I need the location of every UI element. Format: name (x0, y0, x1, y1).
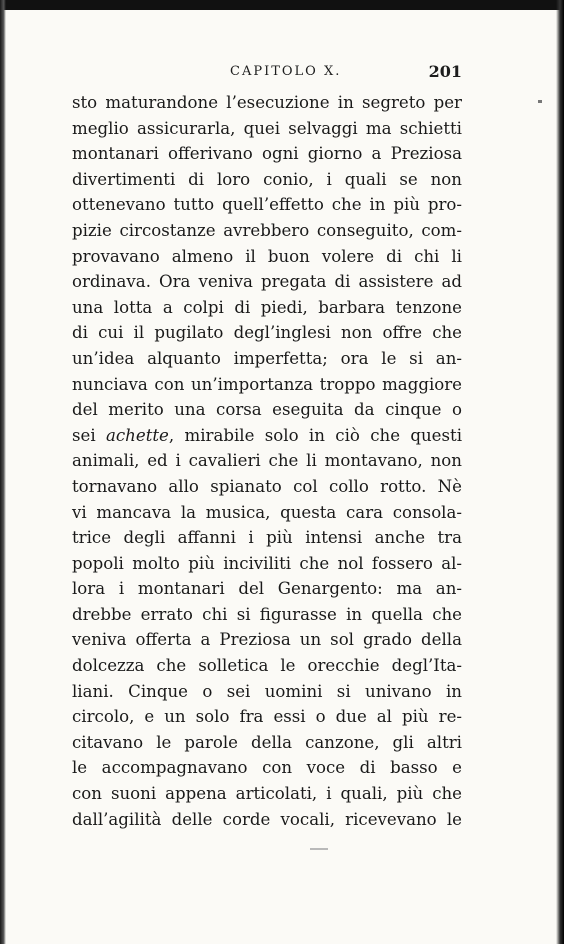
text-line: un’idea alquanto imperfetta; ora le si an- (72, 348, 462, 368)
text-line: circolo, e un solo fra essi o due al più re- (72, 707, 462, 727)
text-line: le accompagnavano con voce di basso e (72, 758, 462, 778)
text-line: veniva offerta a Preziosa un sol grado della (72, 630, 462, 650)
text-line: drebbe errato chi si figurasse in quella che (72, 604, 462, 624)
text-line: con suoni appena articolati, i quali, più che (72, 784, 462, 804)
text-line: ordinava. Ora veniva pregata di assistere ad (72, 272, 462, 292)
text-line: dall’agilità delle corde vocali, ricevevano le (72, 809, 462, 829)
text-line-with-italic (72, 423, 462, 449)
text-line: citavano le parole della canzone, gli altri (72, 732, 462, 752)
text-line: liani. Cinque o sei uomini si univano in (72, 681, 462, 701)
text-line: pizie circostanze avrebbero conseguito, com- (72, 220, 462, 240)
print-mark (310, 848, 328, 850)
text-line: trice degli affanni i più intensi anche tra (72, 528, 462, 548)
scan-left-border (0, 0, 6, 944)
text-line: lora i montanari del Genargento: ma an- (72, 579, 462, 599)
body-text (72, 90, 462, 832)
text-line: vi mancava la musica, questa cara consola- (72, 502, 462, 522)
margin-speck (538, 100, 542, 103)
running-title: CAPITOLO X. (230, 64, 342, 79)
italic-word: achette (106, 425, 169, 445)
scan-top-border (0, 0, 564, 10)
text-line: montanari offerivano ogni giorno a Preziosa (72, 144, 462, 164)
text-line: tornavano allo spianato col collo rotto. Nè (72, 476, 462, 496)
text-line: provavano almeno il buon volere di chi li (72, 246, 462, 266)
text-line: divertimenti di loro conio, i quali se non (72, 169, 462, 189)
text-line: del merito una corsa eseguita da cinque o (72, 400, 462, 420)
text-line: nunciava con un’importanza troppo maggiore (72, 374, 462, 394)
text-segment: , mirabile solo in ciò che questi (168, 425, 462, 445)
text-line: popoli molto più inciviliti che nol fossero al- (72, 553, 462, 573)
scan-right-border (556, 0, 564, 944)
page-number: 201 (428, 62, 462, 81)
text-segment: sei (72, 425, 106, 445)
text-line: ottenevano tutto quell’effetto che in più pro- (72, 195, 462, 215)
text-line: meglio assicurarla, quei selvaggi ma schietti (72, 118, 462, 138)
text-line: una lotta a colpi di piedi, barbara tenzone (72, 297, 462, 317)
text-line: dolcezza che solletica le orecchie degl’Ita- (72, 656, 462, 676)
text-line: di cui il pugilato degl’inglesi non offre che (72, 323, 462, 343)
page-header (72, 62, 462, 86)
text-line: animali, ed i cavalieri che li montavano, non (72, 451, 462, 471)
text-line: sto maturandone l’esecuzione in segreto per (72, 93, 462, 112)
